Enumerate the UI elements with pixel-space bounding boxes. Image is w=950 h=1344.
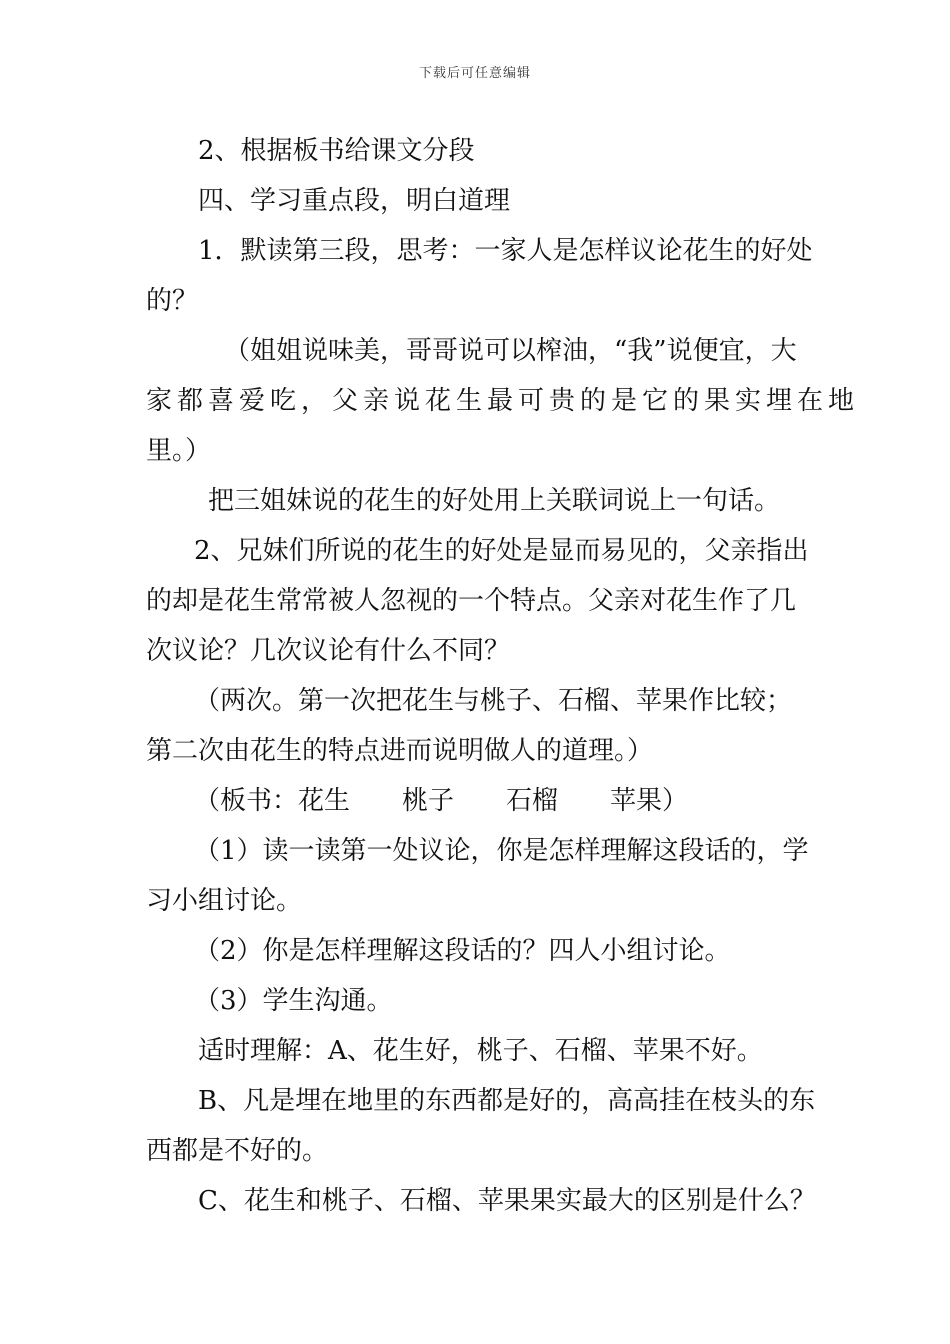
board-notes-line: （板书：花生 桃子 石榴 苹果）	[194, 786, 689, 816]
paragraph-line: 把三姐妹说的花生的好处用上关联词说上一句话。	[208, 486, 781, 516]
paragraph-line: C、花生和桃子、石榴、苹果果实最大的区别是什么？	[198, 1186, 816, 1216]
paragraph-line: （3）学生沟通。	[194, 986, 393, 1016]
paragraph-line: 的？	[146, 286, 199, 316]
paragraph-line: 里。）	[146, 436, 212, 466]
paragraph-line: 习小组讨论。	[146, 886, 303, 916]
page-header: 下载后可任意编辑	[418, 66, 531, 81]
paragraph-line: （2）你是怎样理解这段话的？四人小组讨论。	[194, 936, 731, 966]
paragraph-line: 适时理解：A、花生好，桃子、石榴、苹果不好。	[198, 1036, 763, 1066]
paragraph-line: 的却是花生常常被人忽视的一个特点。父亲对花生作了几	[146, 586, 797, 616]
paragraph-line: B、凡是埋在地里的东西都是好的，高高挂在枝头的东	[198, 1086, 816, 1116]
section-heading: 四、学习重点段，明白道理	[198, 186, 511, 216]
paragraph-line: 2、根据板书给课文分段	[198, 136, 475, 166]
paragraph-line: 家都喜爱吃，父亲说花生最可贵的是它的果实埋在地	[146, 386, 860, 416]
paragraph-line: 西都是不好的。	[146, 1136, 329, 1166]
paragraph-line: （1）读一读第一处议论，你是怎样理解这段话的，学	[194, 836, 809, 866]
document-body	[146, 126, 860, 1226]
paragraph-line: 第二次由花生的特点进而说明做人的道理。）	[146, 736, 654, 766]
paragraph-line: 次议论？几次议论有什么不同？	[146, 636, 511, 666]
paragraph-line: 2、兄妹们所说的花生的好处是显而易见的，父亲指出	[194, 536, 809, 566]
paragraph-line: （姐姐说味美，哥哥说可以榨油，“我”说便宜，大	[224, 336, 797, 366]
paragraph-line: （两次。第一次把花生与桃子、石榴、苹果作比较；	[194, 686, 793, 716]
paragraph-line: 1．默读第三段，思考：一家人是怎样议论花生的好处	[198, 236, 813, 266]
